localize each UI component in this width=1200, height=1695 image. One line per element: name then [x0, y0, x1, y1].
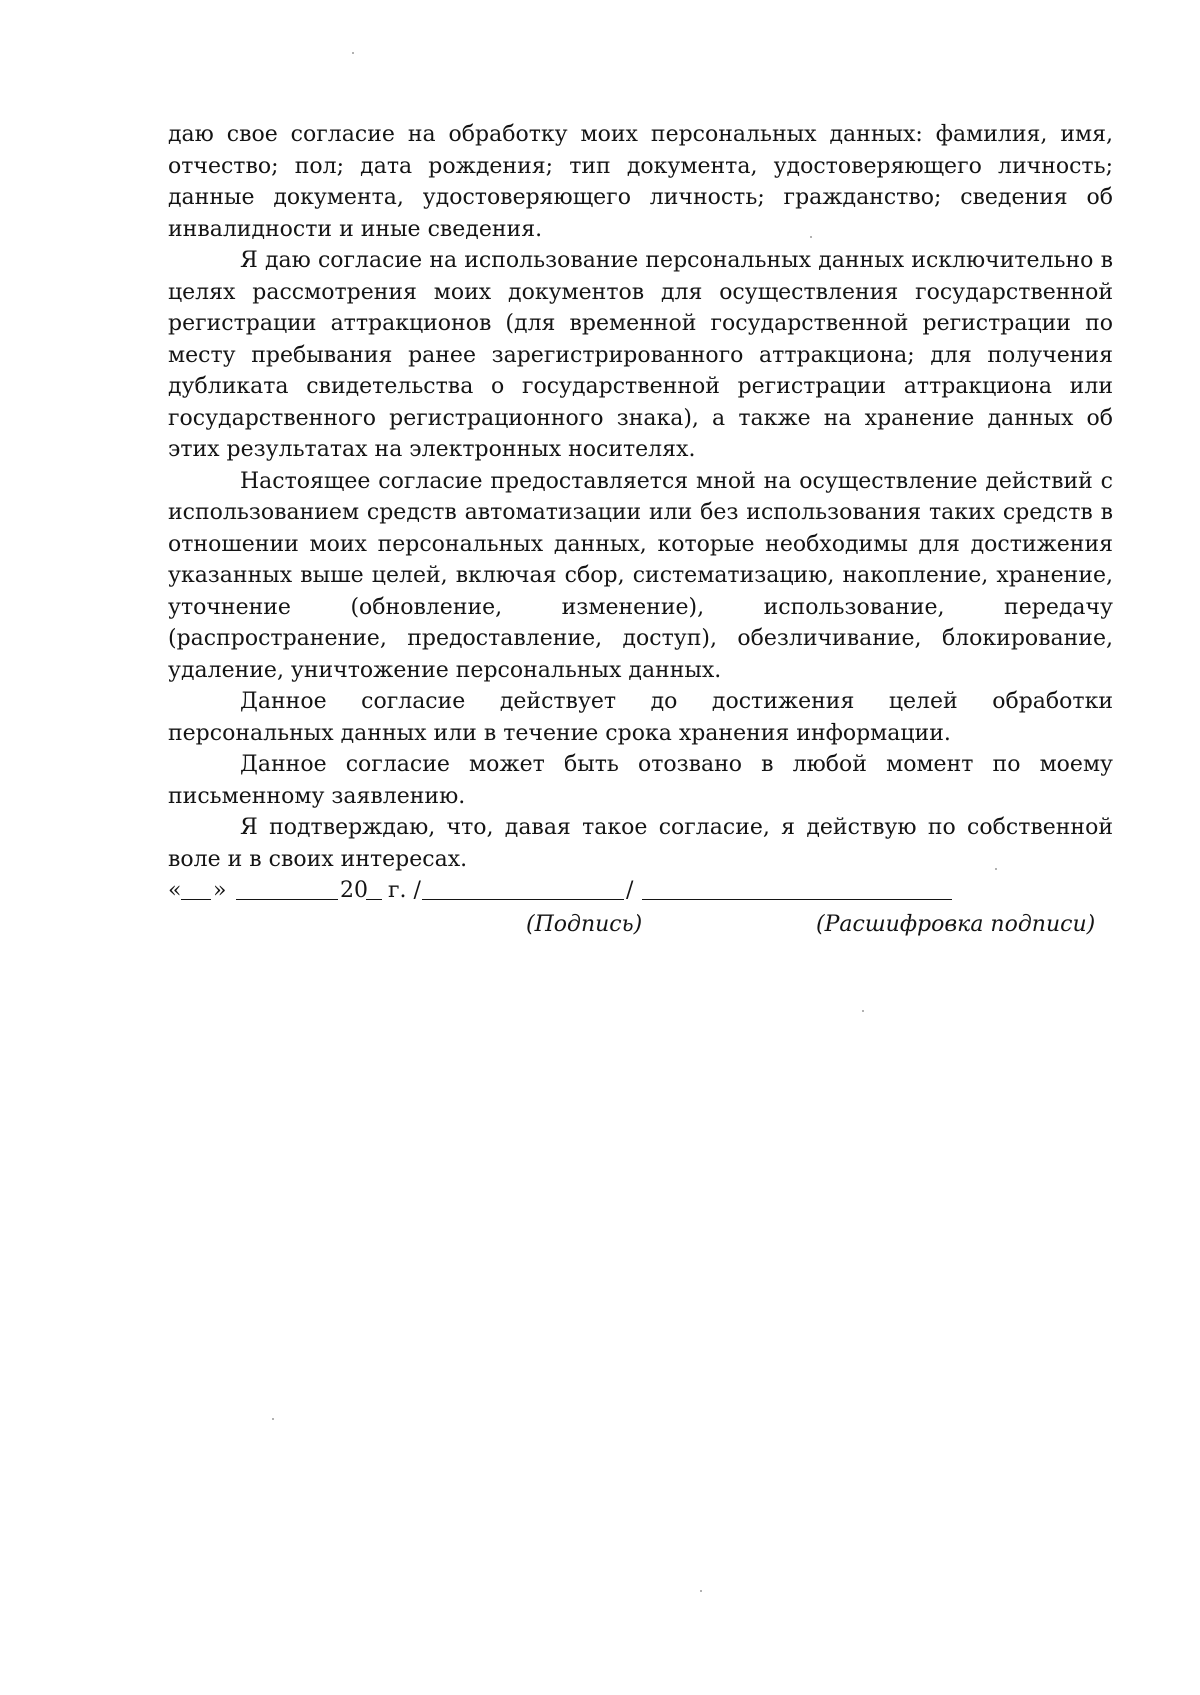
signature-decoding-caption: (Расшифровка подписи)	[816, 912, 1096, 937]
scan-speck	[995, 868, 997, 870]
scan-speck	[862, 1010, 864, 1012]
year-prefix: 20	[340, 878, 368, 903]
paragraph-actions: Настоящее согласие предоставляется мной на осуществление действий с использованием средств автоматизации или без использования таких средств в отношении моих персональных данных, которые необходимы для достижения указанных выше целей, включая сбор, систематизацию, накопление, хранение, уточнение (обновление, изменение), использование, передачу (распространение, предоставление, доступ), обезличивание, блокирование, удаление, уничтожение персональных данных.	[168, 468, 1113, 683]
signature-caption: (Подпись)	[526, 912, 643, 937]
paragraph-data-list: даю свое согласие на обработку моих персональных данных: фамилия, имя, отчество; пол; дата рождения; тип документа, удостоверяющего личность; данные документа, удостоверяющего личность; гражданство; сведения об инвалидности и иные сведения.	[168, 122, 1113, 242]
signature-decoding-blank[interactable]	[642, 875, 952, 910]
scan-speck	[700, 1590, 702, 1592]
signature-captions	[168, 909, 1113, 941]
scan-speck	[272, 1418, 274, 1420]
consent-text-block	[168, 119, 1113, 941]
close-quote: »	[213, 878, 227, 903]
year-blank[interactable]	[366, 875, 382, 910]
scan-speck	[810, 236, 812, 238]
paragraph-validity: Данное согласие действует до достижения целей обработки персональных данных или в течение срока хранения информации.	[168, 689, 1113, 746]
open-quote: «	[168, 878, 182, 903]
signature-blank[interactable]	[422, 875, 624, 910]
date-signature-line	[168, 875, 1113, 909]
day-blank[interactable]	[181, 875, 211, 910]
paragraph-purpose: Я даю согласие на использование персональных данных исключительно в целях рассмотрения моих документов для осуществления государственной регистрации аттракционов (для временной государственной регистрации по месту пребывания ранее зарегистрированного аттракциона; для получения дубликата свидетельства о государственной регистрации аттракциона или государственного регистрационного знака), а также на хранение данных об этих результатах на электронных носителях.	[168, 248, 1113, 462]
paragraph-revocation: Данное согласие может быть отозвано в любой момент по моему письменному заявлению.	[168, 752, 1113, 809]
month-blank[interactable]	[236, 875, 338, 910]
paragraph-confirmation: Я подтверждаю, что, давая такое согласие, я действую по собственной воле и в своих интересах.	[168, 815, 1113, 872]
scan-speck	[352, 52, 354, 54]
year-suffix: г. /	[388, 878, 421, 903]
signature-slash: /	[626, 878, 634, 903]
